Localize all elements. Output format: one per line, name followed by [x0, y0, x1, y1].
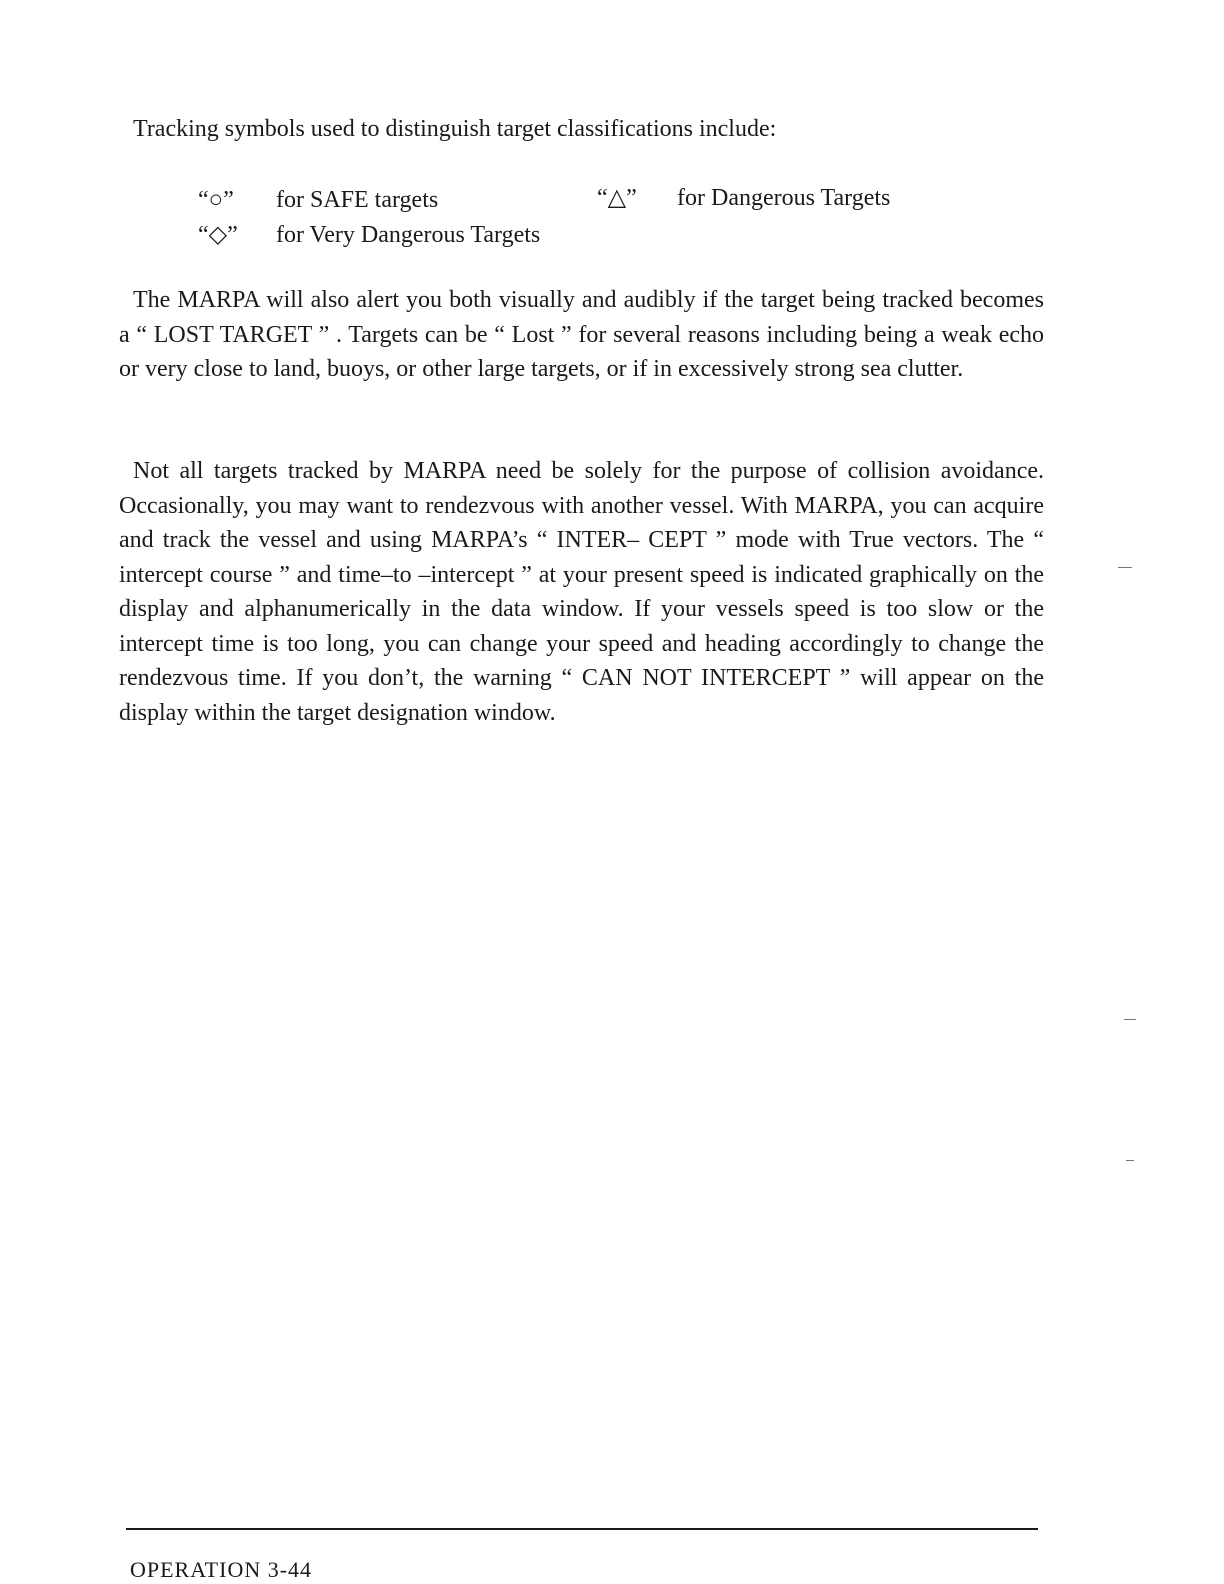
paragraph-lost-target: The MARPA will also alert you both visually and audibly if the target being tracked becomes a “ LOST TARGET ” . Targets can be “ Lost ” for several reasons including being a weak echo or very close to land, buoys, or other large targets, or if in excessively strong sea clutter. [119, 287, 1044, 382]
symbol-label: for Very Dangerous Targets [276, 222, 541, 248]
symbol-item-safe [198, 183, 438, 217]
scan-speck [1124, 1019, 1136, 1020]
intro-text: Tracking symbols used to distinguish target classifications include: [133, 116, 777, 142]
circle-symbol: “○” [198, 187, 234, 213]
diamond-symbol: “◇” [198, 222, 238, 248]
triangle-symbol: “△” [597, 185, 637, 211]
symbol-label: for SAFE targets [276, 187, 439, 213]
symbol-label: for Dangerous Targets [677, 185, 891, 211]
symbol-item-dangerous [597, 181, 890, 215]
paragraph-intercept: Not all targets tracked by MARPA need be solely for the purpose of collision avoidance. Occasionally, you may want to rendezvous with another vessel. With MARPA, you can acquire and track the vessel and using MARPA’s “ INTER– CEPT ” mode with True vectors. The “ intercept course ” and time–to –intercept ” at your present speed is indicated graphically on the display and alphanumerically in the data window. If your vessels speed is too slow or the intercept time is too long, you can change your speed and heading accordingly to change the rendezvous time. If you don’t, the warning “ CAN NOT INTERCEPT ” will appear on the display within the target designation window. [119, 458, 1044, 726]
footer-divider [126, 1528, 1038, 1530]
scan-speck [1118, 567, 1132, 568]
scan-speck [1126, 1160, 1134, 1161]
symbol-item-very-dangerous [198, 218, 540, 252]
page-footer: OPERATION 3-44 [130, 1557, 313, 1582]
